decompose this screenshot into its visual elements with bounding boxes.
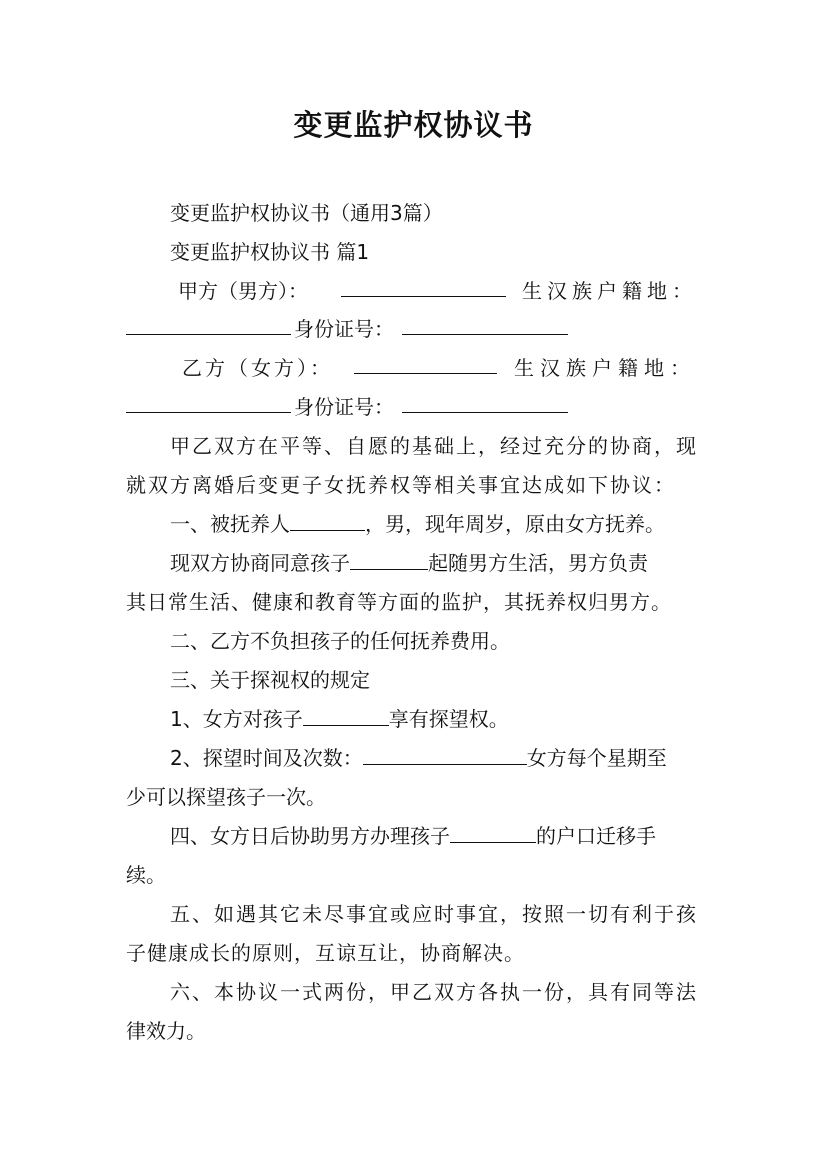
start-date-blank xyxy=(350,551,428,570)
visit-child-blank xyxy=(303,707,389,726)
item2: 二、乙方不负担孩子的任何抚养费用。 xyxy=(170,629,510,653)
subtitle: 变更监护权协议书（通用3篇） xyxy=(170,201,443,225)
item3-2-cont: 少可以探望孩子一次。 xyxy=(126,785,326,809)
party-a-birthplace-blank xyxy=(126,316,291,335)
item4-text-b: 的户口迁移手 xyxy=(536,824,656,848)
item4-text-a: 四、女方日后协助男方办理孩子 xyxy=(170,824,450,848)
item1-text-a: 一、被抚养人 xyxy=(170,512,290,536)
party-b-birthplace-blank xyxy=(126,394,291,413)
party-b-id-label: 身份证号： xyxy=(294,395,394,419)
item5-line-2: 子健康成长的原则，互谅互让，协商解决。 xyxy=(126,941,525,965)
item3-1-text-b: 享有探望权。 xyxy=(388,707,509,731)
party-b-label: 乙方（女方）： xyxy=(182,356,333,380)
party-a-label: 甲方（男方）： xyxy=(178,279,308,303)
item4-line xyxy=(170,823,656,849)
item6-line-1: 六、本协议一式两份，甲乙双方各执一份，具有同等法 xyxy=(170,980,698,1004)
intro-line-2: 就双方离婚后变更子女抚养权等相关事宜达成如下协议： xyxy=(126,473,676,497)
item5-line-1: 五、如遇其它未尽事宜或应时事宜，按照一切有利于孩 xyxy=(170,902,698,926)
item1c-text-a: 现双方协商同意孩子 xyxy=(170,551,350,575)
item4-cont: 续。 xyxy=(126,863,166,887)
item6-line-2: 律效力。 xyxy=(126,1019,206,1043)
item1-text-b: ，男，现年周岁，原由女方抚养。 xyxy=(365,512,665,536)
item3-heading: 三、关于探视权的规定 xyxy=(170,668,370,692)
party-b-birthplace-label: 生汉族户籍地： xyxy=(514,356,696,380)
party-b-id-blank xyxy=(402,394,568,413)
item1c-text-b: 起随男方生活，男方负责 xyxy=(428,551,648,575)
party-a-birthplace-label: 生汉族户籍地： xyxy=(522,279,697,303)
document-title: 变更监护权协议书 xyxy=(293,108,534,142)
item1-cont-line xyxy=(170,550,648,576)
item3-1-text-a: 1、女方对孩子 xyxy=(170,707,303,731)
item1-cont-line-2: 其日常生活、健康和教育等方面的监护，其抚养权归男方。 xyxy=(126,590,672,614)
item3-2-text-a: 2、探望时间及次数： xyxy=(170,746,363,770)
ward-name-blank xyxy=(290,512,365,531)
item3-2-text-b: 女方每个星期至 xyxy=(526,746,667,770)
party-b-name-blank xyxy=(354,355,497,374)
item3-1-line xyxy=(170,706,509,732)
household-child-blank xyxy=(450,824,536,843)
intro-line-1: 甲乙双方在平等、自愿的基础上，经过充分的协商，现 xyxy=(170,434,698,458)
item3-2-line xyxy=(170,745,667,771)
item1-line xyxy=(170,511,665,537)
visit-time-blank xyxy=(363,746,527,765)
section-heading: 变更监护权协议书 篇1 xyxy=(170,240,370,264)
party-a-id-label: 身份证号： xyxy=(294,317,394,341)
party-a-name-blank xyxy=(341,278,506,297)
party-a-id-blank xyxy=(402,316,568,335)
